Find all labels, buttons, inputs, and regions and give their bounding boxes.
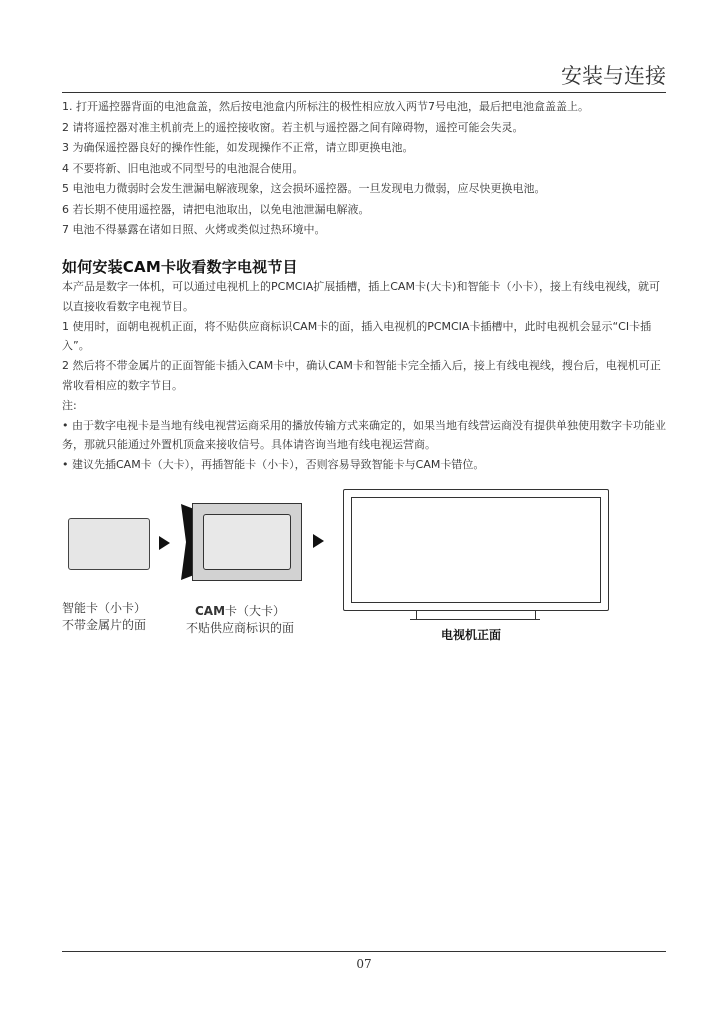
arrow-right-icon: [313, 534, 324, 548]
smart-card-illustration: [68, 518, 150, 570]
smart-card-caption: [62, 600, 146, 634]
paragraph: 2 然后将不带金属片的正面智能卡插入CAM卡中，确认CAM卡和智能卡完全插入后，接上有线电视线，搜台后，电视机可正常收看相应的数字节目。: [62, 359, 661, 392]
battery-instructions-list: [62, 97, 672, 241]
cam-caption-bold: CAM: [194, 604, 226, 618]
paragraph: 注:: [62, 398, 77, 412]
paragraph: • 建议先插CAM卡（大卡），再插智能卡（小卡），否则容易导致智能卡与CAM卡错位。: [62, 458, 485, 472]
tv-screen: [351, 497, 601, 603]
section-title: 如何安装CAM卡收看数字电视节目: [62, 258, 298, 276]
header-divider: [62, 92, 666, 93]
list-item: 7 电池不得暴露在诸如日照、火烤或类似过热环境中。: [62, 223, 326, 236]
paragraph: • 由于数字电视卡是当地有线电视营运商采用的播放传输方式来确定的，如果当地有线营运商没有提供单独使用数字卡功能业务，那就只能通过外置机顶盒来接收信号。具体请咨询当地有线电视运营商。: [62, 418, 666, 452]
tv-stand-base: [410, 619, 540, 620]
arrow-right-icon: [159, 536, 170, 550]
list-item: 6 若长期不使用遥控器，请把电池取出，以免电池泄漏电解液。: [62, 202, 370, 216]
cam-card-caption: [186, 603, 294, 637]
page-number: 07: [356, 957, 372, 971]
caption-line: [186, 603, 294, 620]
paragraph: 本产品是数字一体机，可以通过电视机上的PCMCIA扩展插槽，插上CAM卡(大卡)和智能卡（小卡），接上有线电视线，就可以直接收看数字电视节目。: [62, 280, 661, 313]
list-item: 5 电池电力微弱时会发生泄漏电解液现象，这会损坏遥控器。一旦发现电力微弱，应尽快更换电池。: [62, 182, 546, 195]
footer-divider: [62, 951, 666, 952]
cam-card-slot: [203, 514, 291, 570]
section-body: [62, 277, 668, 475]
page-header-title: 安装与连接: [561, 64, 666, 88]
list-item: 4 不要将新、旧电池或不同型号的电池混合使用。: [62, 161, 304, 175]
caption-line: 智能卡（小卡）: [62, 601, 147, 615]
caption-line: 不带金属片的面: [62, 618, 147, 632]
list-item: 3 为确保遥控器良好的操作性能，如发现操作不正常，请立即更换电池。: [62, 141, 414, 154]
list-item: 2 请将遥控器对准主机前壳上的遥控接收窗。若主机与遥控器之间有障碍物，遥控可能会失灵。: [62, 120, 524, 134]
caption-line: 不贴供应商标识的面: [186, 621, 295, 635]
cam-caption-rest: 卡（大卡）: [225, 604, 286, 618]
tv-caption: 电视机正面: [441, 628, 502, 642]
cam-card-illustration: [180, 503, 302, 581]
list-item: 1. 打开遥控器背面的电池盒盖，然后按电池盒内所标注的极性相应放入两节7号电池，最后把电池盒盖盖上。: [62, 100, 589, 113]
paragraph: 1 使用时，面朝电视机正面，将不贴供应商标识CAM卡的面，插入电视机的PCMCIA卡插槽中，此时电视机会显示“CI卡插入”。: [62, 319, 652, 353]
tv-illustration: [343, 489, 609, 611]
